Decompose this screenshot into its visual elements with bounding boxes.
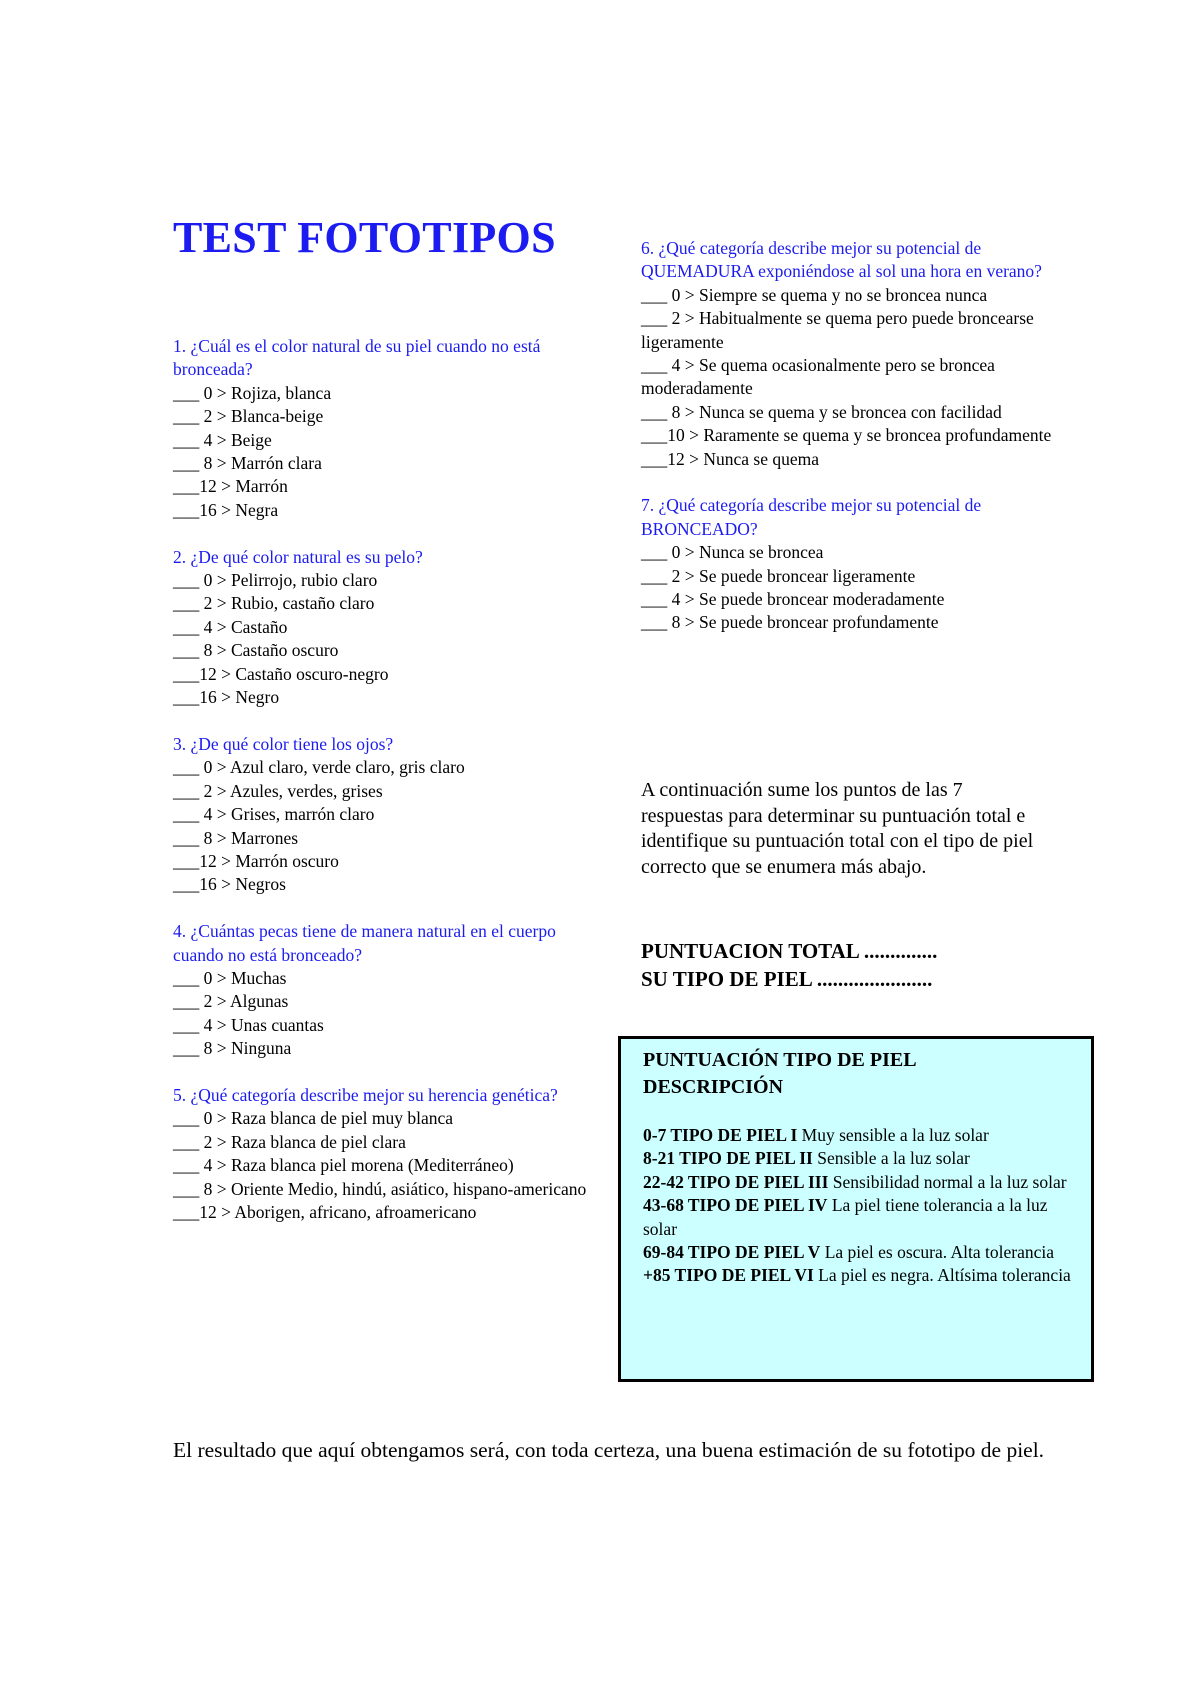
answer-option: ___16 > Negra (173, 499, 279, 520)
skin-type-row (643, 1124, 1081, 1147)
skin-type-score-table (618, 1036, 1094, 1382)
page-title: TEST FOTOTIPOS (173, 213, 556, 262)
answer-option: ___ 8 > Se puede broncear profundamente (641, 612, 939, 633)
answer-option: ___ 0 > Raza blanca de piel muy blanca (173, 1108, 454, 1129)
answer-option: ___ 8 > Ninguna (173, 1038, 292, 1059)
answer-option: ___ 0 > Rojiza, blanca (173, 382, 332, 403)
answer-option: ___ 8 > Nunca se quema y se broncea con facilidad (641, 401, 1002, 422)
question-text: 2. ¿De qué color natural es su pelo? (173, 546, 423, 567)
answer-option: ___ 0 > Muchas (173, 967, 287, 988)
answer-option: ___ 2 > Se puede broncear ligeramente (641, 565, 916, 586)
score-table-header-line: DESCRIPCIÓN (643, 1076, 784, 1098)
skin-type-row (643, 1264, 1081, 1287)
answer-option: ___ 4 > Unas cuantas (173, 1014, 324, 1035)
answer-option: ___ 2 > Habitualmente se quema pero puede broncearse ligeramente (641, 308, 1034, 352)
question-3 (173, 733, 593, 897)
skin-type-description: La piel es oscura. Alta tolerancia (824, 1242, 1055, 1263)
answer-option: ___ 4 > Se quema ocasionalmente pero se broncea moderadamente (641, 355, 995, 399)
answer-option: ___ 4 > Raza blanca piel morena (Mediterráneo) (173, 1155, 514, 1176)
skin-type-row (643, 1147, 1081, 1170)
skin-type-row (643, 1241, 1081, 1264)
answer-option: ___ 0 > Azul claro, verde claro, gris claro (173, 757, 465, 778)
score-range: 22-42 TIPO DE PIEL III (643, 1171, 829, 1192)
answer-option: ___ 8 > Oriente Medio, hindú, asiático, hispano-americano (173, 1178, 587, 1199)
skin-type-row (643, 1194, 1081, 1241)
skin-type-description: Sensibilidad normal a la luz solar (832, 1171, 1067, 1192)
score-range: 43-68 TIPO DE PIEL IV (643, 1195, 828, 1216)
score-range: 69-84 TIPO DE PIEL V (643, 1242, 821, 1263)
answer-option: ___12 > Nunca se quema (641, 448, 820, 469)
answer-option: ___10 > Raramente se quema y se broncea profundamente (641, 425, 1052, 446)
answer-option: ___ 2 > Azules, verdes, grises (173, 780, 383, 801)
answer-option: ___ 0 > Nunca se broncea (641, 542, 824, 563)
question-2 (173, 546, 593, 710)
answer-option: ___ 0 > Siempre se quema y no se broncea nunca (641, 284, 988, 305)
answer-option: ___12 > Castaño oscuro-negro (173, 663, 389, 684)
answer-option: ___ 2 > Algunas (173, 991, 289, 1012)
skin-type-description: Sensible a la luz solar (817, 1148, 970, 1169)
score-table-header-line: PUNTUACIÓN TIPO DE PIEL (643, 1049, 917, 1071)
score-range: +85 TIPO DE PIEL VI (643, 1265, 814, 1286)
skin-type-description: Muy sensible a la luz solar (801, 1125, 989, 1145)
question-text: 3. ¿De qué color tiene los ojos? (173, 733, 394, 754)
answer-option: ___ 8 > Castaño oscuro (173, 640, 339, 661)
answer-option: ___ 8 > Marrones (173, 827, 299, 848)
answer-option: ___ 2 > Blanca-beige (173, 406, 324, 427)
left-question-column (173, 335, 593, 1248)
skin-type-line: SU TIPO DE PIEL ...................... (641, 967, 933, 991)
answer-option: ___ 4 > Se puede broncear moderadamente (641, 589, 945, 610)
question-text: 1. ¿Cuál es el color natural de su piel cuando no está bronceada? (173, 336, 541, 380)
skin-type-description: La piel tiene tolerancia a la luz solar (643, 1195, 1048, 1239)
skin-type-row (643, 1171, 1081, 1194)
answer-option: ___ 4 > Beige (173, 429, 272, 450)
answer-option: ___ 2 > Raza blanca de piel clara (173, 1131, 406, 1152)
score-range: 8-21 TIPO DE PIEL II (643, 1148, 813, 1169)
answer-option: ___12 > Marrón oscuro (173, 850, 339, 871)
totals-block (641, 937, 1061, 993)
question-text: 5. ¿Qué categoría describe mejor su herencia genética? (173, 1084, 558, 1105)
answer-option: ___ 8 > Marrón clara (173, 453, 322, 474)
question-text: 6. ¿Qué categoría describe mejor su potencial de QUEMADURA exponiéndose al sol una hora en verano? (641, 238, 1042, 282)
answer-option: ___ 4 > Grises, marrón claro (173, 804, 375, 825)
answer-option: ___ 4 > Castaño (173, 616, 288, 637)
right-question-column (641, 237, 1061, 658)
score-range: 0-7 TIPO DE PIEL I (643, 1125, 798, 1145)
answer-option: ___ 0 > Pelirrojo, rubio claro (173, 570, 378, 591)
answer-option: ___16 > Negros (173, 874, 286, 895)
answer-option: ___12 > Aborigen, africano, afroamericano (173, 1201, 477, 1222)
answer-option: ___ 2 > Rubio, castaño claro (173, 593, 375, 614)
skin-type-description: La piel es negra. Altísima tolerancia (818, 1265, 1071, 1286)
instructions-paragraph: A continuación sume los puntos de las 7 respuestas para determinar su puntuación total e identifique su puntuación total con el tipo de piel correcto que se enumera más abajo. (641, 779, 1034, 878)
question-5 (173, 1084, 593, 1224)
question-text: 4. ¿Cuántas pecas tiene de manera natural en el cuerpo cuando no está bronceado? (173, 921, 556, 965)
answer-option: ___12 > Marrón (173, 476, 288, 497)
total-score-line: PUNTUACION TOTAL .............. (641, 939, 938, 963)
score-table-header (643, 1047, 1081, 1101)
closing-paragraph: El resultado que aquí obtengamos será, con toda certeza, una buena estimación de su fototipo de piel. (173, 1438, 1045, 1462)
question-4 (173, 920, 593, 1060)
answer-option: ___16 > Negro (173, 687, 280, 708)
question-1 (173, 335, 593, 522)
question-6 (641, 237, 1061, 471)
question-text: 7. ¿Qué categoría describe mejor su potencial de BRONCEADO? (641, 495, 982, 539)
question-7 (641, 494, 1061, 634)
